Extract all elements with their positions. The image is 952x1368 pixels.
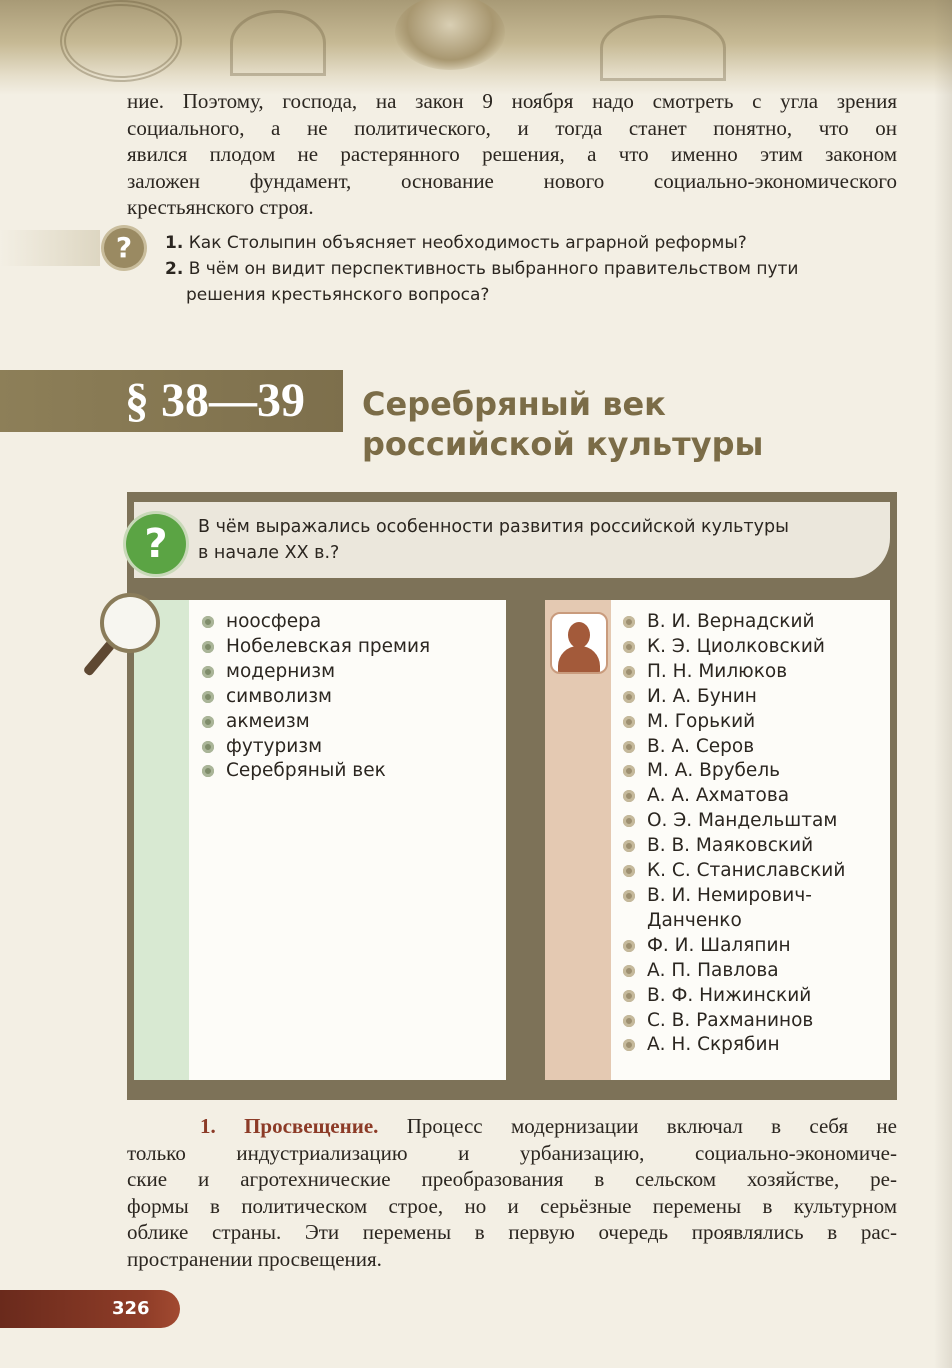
portrait-illustration <box>395 0 505 70</box>
question-number: 2. <box>165 259 184 279</box>
question-1 <box>165 230 900 256</box>
person-item <box>623 859 845 884</box>
person-item <box>623 735 845 760</box>
wheel-ornament <box>60 0 182 82</box>
bullet-icon <box>623 691 635 703</box>
question-number: 1. <box>165 233 184 253</box>
bullet-icon <box>623 965 635 977</box>
chapter-title <box>362 384 862 464</box>
person-label: К. Э. Циолковский <box>647 635 825 657</box>
bullet-icon <box>623 1015 635 1027</box>
person-silhouette-icon <box>550 612 608 674</box>
key-question-line: в начале XX в.? <box>198 543 340 563</box>
question-text: В чём он видит перспективность выбранного правительством пути <box>188 259 799 279</box>
term-label: ноосфера <box>226 611 322 632</box>
person-item <box>623 660 845 685</box>
bullet-icon <box>623 741 635 753</box>
bullet-icon <box>202 691 214 703</box>
person-item <box>623 635 845 660</box>
paragraph-number: § 38—39 <box>125 374 305 427</box>
person-label: А. Н. Скрябин <box>647 1034 780 1056</box>
question-mark-icon: ? <box>104 228 144 268</box>
top-paragraph <box>127 88 897 221</box>
person-label: В. Ф. Нижинский <box>647 984 812 1006</box>
person-label: В. В. Маяковский <box>647 835 814 857</box>
person-label: В. И. Вернадский <box>647 611 815 632</box>
question-band <box>0 230 100 266</box>
person-item <box>623 1033 845 1058</box>
question-mark-icon: ? <box>126 514 186 574</box>
person-label: В. И. Немирович- <box>647 884 812 906</box>
bullet-icon <box>623 1039 635 1051</box>
question-text: Как Столыпин объясняет необходимость аграрной реформы? <box>188 233 747 253</box>
bullet-icon <box>623 641 635 653</box>
term-label: модернизм <box>226 660 336 682</box>
term-label: футуризм <box>226 735 323 757</box>
text-line: заложен фундамент, основание нового социально-экономического <box>127 168 897 193</box>
person-label: А. А. Ахматова <box>647 785 790 807</box>
text-line: ские и агротехнические преобразования в сельском хозяйстве, ре- <box>127 1167 897 1191</box>
bullet-icon <box>623 815 635 827</box>
person-item <box>623 1009 845 1034</box>
header-illustration <box>0 0 952 95</box>
text-line: крестьянского строя. <box>127 195 314 219</box>
bullet-icon <box>623 765 635 777</box>
person-label: В. А. Серов <box>647 735 755 757</box>
person-label: О. Э. Мандельштам <box>647 810 838 832</box>
person-item <box>623 959 845 984</box>
person-item <box>623 834 845 859</box>
persons-list <box>623 610 845 1058</box>
person-label: Ф. И. Шаляпин <box>647 934 791 956</box>
person-item <box>623 784 845 809</box>
text-line: только индустриализацию и урбанизацию, социально-экономиче- <box>127 1140 897 1165</box>
chapter-title-line: Серебряный век <box>362 385 666 423</box>
key-question <box>198 514 888 566</box>
person-label: А. П. Павлова <box>647 959 779 981</box>
person-label: С. В. Рахманинов <box>647 1009 814 1031</box>
bullet-icon <box>623 865 635 877</box>
bullet-icon <box>202 716 214 728</box>
bullet-icon <box>623 840 635 852</box>
bullet-icon <box>202 765 214 777</box>
term-item <box>202 735 430 760</box>
text-line: Процесс модернизации включал в себя не <box>378 1114 897 1138</box>
person-label: М. А. Врубель <box>647 760 781 782</box>
bullet-icon <box>623 890 635 902</box>
arch-ornament <box>230 10 326 76</box>
bullet-icon <box>623 790 635 802</box>
bullet-icon <box>623 990 635 1002</box>
term-item <box>202 660 430 685</box>
arch-ornament <box>600 15 726 81</box>
page-edge-shadow <box>934 0 952 1368</box>
person-label: М. Горький <box>647 710 756 732</box>
page-number: 326 <box>112 1298 150 1319</box>
person-item <box>623 934 845 959</box>
paragraph-first-line <box>127 1113 897 1140</box>
term-label: Серебряный век <box>226 760 386 782</box>
bullet-icon <box>202 741 214 753</box>
term-item <box>202 610 430 635</box>
terms-panel-strip <box>134 600 189 1080</box>
magnifier-icon <box>100 593 160 653</box>
text-line: явился плодом не растерянного решения, а что именно этим законом <box>127 142 897 166</box>
text-line: ние. Поэтому, господа, на закон 9 ноября надо смотреть с угла зрения <box>127 89 897 113</box>
person-item <box>623 884 845 934</box>
terms-list <box>202 610 430 784</box>
person-label: И. А. Бунин <box>647 685 757 707</box>
bullet-icon <box>623 940 635 952</box>
person-label: К. С. Станиславский <box>647 860 846 882</box>
term-label: акмеизм <box>226 710 310 732</box>
term-item <box>202 635 430 660</box>
person-item <box>623 759 845 784</box>
person-item <box>623 984 845 1009</box>
term-item <box>202 710 430 735</box>
question-2-cont: решения крестьянского вопроса? <box>186 285 490 305</box>
person-item <box>623 809 845 834</box>
bullet-icon <box>623 616 635 628</box>
review-questions <box>165 230 900 308</box>
text-line: пространении просвещения. <box>127 1246 382 1271</box>
section-paragraph <box>127 1113 897 1272</box>
chapter-title-line: российской культуры <box>362 425 764 463</box>
bullet-icon <box>202 616 214 628</box>
question-2 <box>165 256 900 282</box>
text-line: социального, а не политического, и тогда станет понятно, что он <box>127 115 897 140</box>
bullet-icon <box>202 666 214 678</box>
text-line: формы в политическом строе, но и серьёзные перемены в культурном <box>127 1193 897 1218</box>
bullet-icon <box>623 716 635 728</box>
term-label: символизм <box>226 685 333 707</box>
person-item <box>623 710 845 735</box>
key-question-line: В чём выражались особенности развития российской культуры <box>198 517 789 537</box>
term-label: Нобелевская премия <box>226 635 431 657</box>
person-label-continuation: Данченко <box>647 909 742 931</box>
text-line: облике страны. Эти перемены в первую очередь проявлялись в рас- <box>127 1220 897 1244</box>
bullet-icon <box>623 666 635 678</box>
person-item <box>623 610 845 635</box>
section-heading: 1. Просвещение. <box>200 1114 379 1138</box>
bullet-icon <box>202 641 214 653</box>
person-label: П. Н. Милюков <box>647 660 788 682</box>
term-item <box>202 759 430 784</box>
term-item <box>202 685 430 710</box>
person-item <box>623 685 845 710</box>
